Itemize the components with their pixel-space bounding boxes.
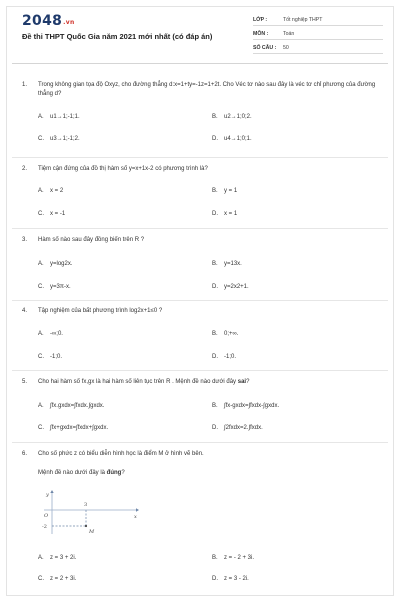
option-letter: B. (212, 402, 218, 409)
question-3 (22, 236, 384, 305)
option-text: 0;+∞. (224, 330, 239, 337)
option-d[interactable] (212, 210, 237, 219)
question-divider (12, 157, 388, 158)
meta-value: 50 (283, 44, 289, 51)
meta-value: Toán (283, 30, 295, 37)
question-5 (22, 378, 384, 447)
option-text: x = 2 (50, 187, 64, 194)
question-text-part: Cho hai hàm số fx,gx là hai hàm số liên tục trên R . Mệnh đề nào dưới đây (38, 379, 238, 385)
question-number: 1. (22, 82, 28, 88)
option-letter: A. (38, 555, 44, 561)
origin-label: O (44, 513, 49, 519)
option-text: y=log2x. (50, 260, 73, 267)
option-text: ∫fx+gxdx=∫fxdx+∫gxdx. (50, 424, 109, 431)
question-6-options (22, 548, 384, 608)
option-letter: B. (212, 260, 218, 267)
option-text: u4→1;0;1. (224, 136, 252, 142)
option-letter: D. (212, 136, 218, 142)
site-logo[interactable] (22, 13, 75, 29)
question-text: Cho số phức z có biểu diễn hình học là điểm M ở hình vẽ bên. (38, 451, 204, 457)
option-text: z = 3 - 2i. (224, 576, 249, 582)
option-b[interactable] (212, 402, 279, 411)
option-a[interactable] (38, 260, 73, 269)
option-text: y = 1 (224, 187, 238, 194)
option-letter: C. (38, 210, 44, 217)
option-text: z = 2 + 3i. (50, 576, 77, 582)
option-letter: A. (38, 330, 44, 337)
y-axis-arrow (50, 490, 53, 493)
question-text: Tiệm cận đứng của đồ thị hàm số y=x+1x-2 có phương trình là? (38, 166, 208, 172)
option-c[interactable] (38, 283, 71, 292)
x-axis-arrow (136, 508, 139, 511)
question-text: Trong không gian tọa độ Oxyz, cho đường thẳng d:x=1+ty=-1z=1+2t. Cho Véc tơ nào sau đây là véc tơ chỉ phương của đường thẳng d? (38, 82, 376, 97)
option-a[interactable] (38, 330, 63, 339)
complex-plane-figure (40, 488, 140, 538)
question-text-part: ? (246, 379, 250, 385)
meta-class-row (253, 14, 383, 26)
option-text: z = 3 + 2i. (50, 555, 77, 561)
x-axis-label: x (134, 514, 137, 520)
question-text: Tập nghiệm của bất phương trình log2x+1≤0 ? (38, 308, 163, 314)
option-text: ∫2fxdx=2.∫fxdx. (224, 424, 263, 431)
option-letter: B. (212, 555, 218, 561)
option-text: y=3π-x. (50, 283, 71, 290)
option-letter: C. (38, 283, 44, 290)
option-letter: D. (212, 424, 218, 431)
meta-subject-row (253, 28, 383, 40)
option-letter: B. (212, 187, 218, 194)
option-d[interactable] (212, 353, 236, 362)
option-letter: D. (212, 576, 218, 582)
option-a[interactable] (38, 402, 104, 411)
option-text: -1;0. (50, 353, 63, 360)
option-b[interactable] (212, 187, 237, 196)
question-number: 6. (22, 451, 28, 457)
question-text-part: ? (121, 469, 125, 476)
option-letter: A. (38, 260, 44, 267)
logo-text: 2048 (22, 13, 63, 29)
option-text: u2→1;0;2. (224, 114, 252, 120)
option-d[interactable] (212, 424, 263, 433)
question-divider (12, 370, 388, 371)
option-text: z = - 2 + 3i. (224, 555, 255, 561)
option-text: x = -1 (50, 210, 66, 217)
question-emphasis: sai (237, 379, 247, 385)
option-text: -∞;0. (50, 330, 63, 337)
option-text: y=13x. (224, 260, 242, 267)
question-emphasis: đúng (106, 469, 122, 476)
question-divider (12, 300, 388, 301)
logo-suffix: .vn (63, 19, 75, 26)
option-c[interactable] (38, 575, 76, 584)
question-number: 2. (22, 166, 28, 172)
option-text: ∫fx-gxdx=∫fxdx-∫gxdx. (224, 402, 280, 409)
option-letter: D. (212, 353, 218, 360)
meta-key: LỚP : (253, 16, 268, 23)
option-c[interactable] (38, 353, 62, 362)
option-text: y=2x2+1. (224, 283, 249, 290)
tick-label-3: 3 (84, 502, 88, 508)
option-text: u1→1;-1;1. (50, 114, 80, 120)
option-c[interactable] (38, 210, 65, 219)
question-divider (12, 228, 388, 229)
option-d[interactable] (212, 283, 249, 292)
option-letter: A. (38, 187, 44, 194)
option-a[interactable] (38, 187, 63, 196)
question-text: Hàm số nào sau đây đồng biến trên R ? (38, 237, 145, 243)
question-4 (22, 307, 384, 376)
option-letter: C. (38, 353, 44, 360)
exam-title: Đề thi THPT Quốc Gia năm 2021 mới nhất (có đáp án) (22, 32, 213, 41)
question-number: 5. (22, 379, 28, 385)
option-letter: C. (38, 576, 44, 582)
option-a[interactable] (38, 554, 76, 563)
meta-key: SỐ CÂU : (253, 44, 277, 51)
option-b[interactable] (212, 554, 254, 563)
tick-label-minus-2: -2 (42, 524, 47, 530)
question-divider (12, 442, 388, 443)
question-number: 4. (22, 308, 28, 314)
option-text: x = 1 (224, 210, 238, 217)
question-text-part: Mệnh đề nào dưới đây là (38, 469, 107, 476)
option-letter: C. (38, 424, 44, 431)
option-text: -1;0. (224, 353, 237, 360)
point-m-label: M (89, 529, 95, 535)
option-b[interactable] (212, 260, 242, 269)
option-c[interactable] (38, 135, 80, 144)
option-letter: D. (212, 283, 218, 290)
option-d[interactable] (212, 135, 252, 144)
option-letter: D. (212, 210, 218, 217)
exam-meta (253, 14, 383, 56)
option-letter: B. (212, 114, 218, 120)
option-letter: A. (38, 114, 44, 120)
option-b[interactable] (212, 330, 238, 339)
y-axis-label: y (46, 492, 49, 498)
header-divider (12, 63, 388, 64)
meta-key: MÔN : (253, 30, 269, 37)
option-text: u3→1;-1;2. (50, 136, 80, 142)
question-text (38, 378, 384, 387)
meta-count-row (253, 42, 383, 54)
option-d[interactable] (212, 575, 249, 584)
option-text: ∫fx.gxdx=∫fxdx.∫gxdx. (50, 402, 105, 409)
meta-value: Tốt nghiệp THPT (283, 16, 323, 23)
question-subtext (38, 469, 384, 478)
option-b[interactable] (212, 113, 252, 122)
question-6 (22, 450, 384, 477)
option-c[interactable] (38, 424, 108, 433)
option-letter: B. (212, 330, 218, 337)
point-m (85, 525, 87, 527)
option-a[interactable] (38, 113, 80, 122)
question-2 (22, 165, 384, 234)
question-number: 3. (22, 237, 28, 243)
option-letter: A. (38, 402, 44, 409)
question-1 (22, 81, 384, 158)
option-letter: C. (38, 136, 44, 142)
